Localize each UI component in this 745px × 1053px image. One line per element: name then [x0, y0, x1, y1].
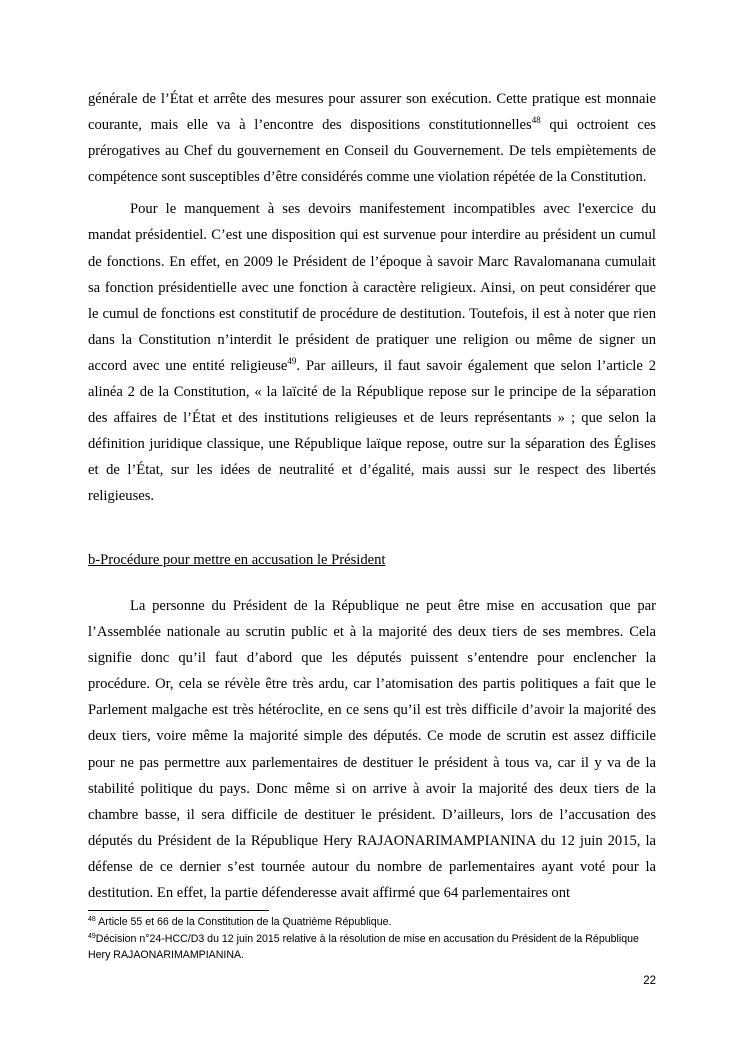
footnote-48-text: Article 55 et 66 de la Constitution de la Quatrième République. — [95, 916, 392, 928]
paragraph-1-text-b: qui octroient ces prérogatives au Chef du gouvernement en Conseil du Gouvernement. De tels empiètements de compétence sont susceptibles d’être considérés comme une violation répétée de la Constitution. — [88, 117, 656, 186]
section-heading: b-Procédure pour mettre en accusation le Président — [88, 552, 386, 568]
paragraph-2 — [88, 196, 656, 509]
paragraph-2-text-b: . Par ailleurs, il faut savoir également que selon l’article 2 alinéa 2 de la Constitution, « la laïcité de la République repose sur le principe de la séparation des affaires de l’État et des institutions religieuses et de leurs représentants » ; que selon la définition juridique classique, une République laïque repose, outre sur la séparation des Églises et de l’État, sur les idées de neutralité et d’égalité, mais aussi sur le respect des libertés religieuses. — [88, 357, 656, 505]
footnote-48 — [88, 914, 658, 931]
footnote-49-text: Décision n°24-HCC/D3 du 12 juin 2015 relative à la résolution de mise en accusation du Président de la République Hery RAJAONARIMAMPIANINA. — [88, 932, 639, 961]
paragraph-2-text-a: Pour le manquement à ses devoirs manifestement incompatibles avec l'exercice du mandat présidentiel. C’est une disposition qui est survenue pour interdire au président un cumul de fonctions. En effet, en 2009 le Président de l’époque à savoir Marc Ravalomanana cumulait sa fonction présidentielle avec une fonction à caractère religieux. Ainsi, on peut considérer que le cumul de fonctions est constitutif de procédure de destitution. Toutefois, il est à noter que rien dans la Constitution n’interdit le président de pratiquer une religion ou même de signer un accord avec une entité religieuse — [88, 201, 656, 374]
footnote-ref-49[interactable]: 49 — [287, 355, 297, 366]
footnote-separator — [88, 910, 269, 911]
footnote-49 — [88, 931, 658, 964]
body-text-top — [88, 86, 656, 510]
page-number: 22 — [643, 975, 656, 987]
footnote-48-number: 48 — [88, 916, 96, 923]
footnotes — [88, 914, 658, 964]
paragraph-3: La personne du Président de la République ne peut être mise en accusation que par l’Assemblée nationale au scrutin public et à la majorité des deux tiers de ses membres. Cela signifie donc qu’il faut d’abord que les députés puissent s’entendre pour enclencher la procédure. Or, cela se révèle être très ardu, car l’atomisation des partis politiques a fait que le Parlement malgache est très hétéroclite, en ce sens qu’il est très difficile d’avoir la majorité des deux tiers, voire même la majorité simple des députés. Ce mode de scrutin est assez difficile pour ne pas permettre aux parlementaires de destituer le président à tous va, car il y va de la stabilité politique du pays. Donc même si on arrive à avoir la majorité des deux tiers de la chambre basse, il sera difficile de destituer le président. D’ailleurs, lors de l’accusation des députés du Président de la République Hery RAJAONARIMAMPIANINA du 12 juin 2015, la défense de ce dernier s’est tournée autour du nombre de parlementaires ayant voté pour la destitution. En effet, la partie défenderesse avait affirmé que 64 parlementaires ont — [88, 598, 656, 902]
footnote-ref-48[interactable]: 48 — [531, 115, 541, 126]
paragraph-1 — [88, 86, 656, 190]
body-text-bottom — [88, 593, 656, 906]
paragraph-1-text-a: générale de l’État et arrête des mesures pour assurer son exécution. Cette pratique est monnaie courante, mais elle va à l’encontre des dispositions constitutionnelles — [88, 91, 656, 134]
footnote-49-number: 49 — [88, 932, 96, 940]
